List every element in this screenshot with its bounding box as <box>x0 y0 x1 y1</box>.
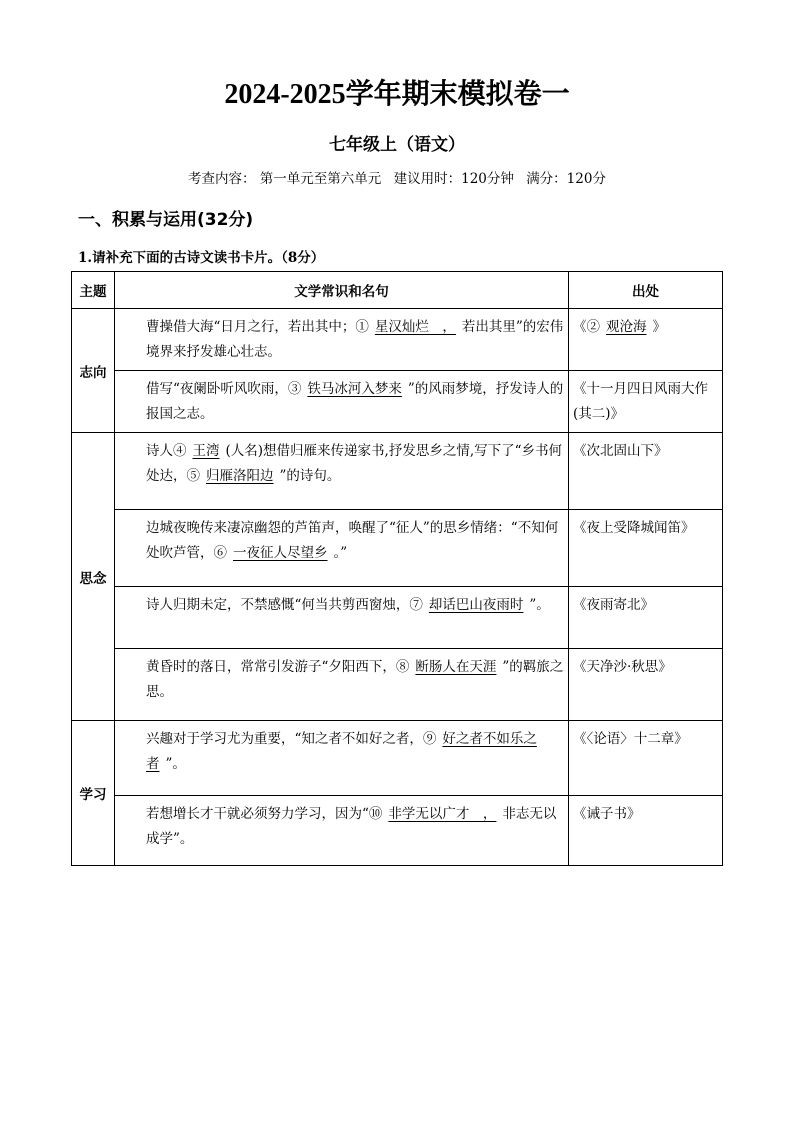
answer-blank: 星汉灿烂 ， <box>374 319 456 335</box>
answer-blank: 非学无以广才 ， <box>388 806 497 822</box>
header-content: 文学常识和名句 <box>115 272 569 309</box>
question-title: 1.请补充下面的古诗文读书卡片。（8分） <box>78 250 325 266</box>
exam-score: 满分：120分 <box>526 171 606 187</box>
content-cell: 若想增长才干就必须努力学习，因为“⑩ 非学无以广才 ， 非志无以成学”。 <box>115 796 569 866</box>
exam-subtitle: 七年级上（语文） <box>329 135 465 155</box>
exam-time: 建议用时：120分钟 <box>393 171 514 187</box>
table-header-row <box>72 272 723 309</box>
section-title: 一、积累与运用(32分) <box>78 210 254 230</box>
answer-blank: 却话巴山夜雨时 <box>428 597 524 613</box>
reading-card-table <box>71 271 723 866</box>
answer-blank: 一夜征人尽望乡 <box>233 545 328 561</box>
exam-scope: 考查内容： 第一单元至第六单元 <box>188 171 382 187</box>
theme-cell: 学习 <box>72 721 115 866</box>
table-row <box>72 510 723 587</box>
header-theme: 主题 <box>72 272 115 309</box>
content-cell: 诗人④ 王湾 (人名)想借归雁来传递家书,抒发思乡之情,写下了“乡书何处达，⑤ 归雁洛阳边 ”的诗句。 <box>115 433 569 510</box>
content-cell: 曹操借大海“日月之行，若出其中；① 星汉灿烂 ， 若出其里”的宏伟境界来抒发雄心壮志。 <box>115 309 569 371</box>
answer-blank: 王湾 <box>192 443 220 459</box>
exam-title: 2024-2025学年期末模拟卷一 <box>224 79 570 110</box>
answer-blank: 好之者不如乐之者 <box>146 731 537 772</box>
source-cell: 《夜雨寄北》 <box>569 587 723 649</box>
exam-info <box>0 167 794 187</box>
source-cell: 《天净沙·秋思》 <box>569 649 723 721</box>
table-row <box>72 587 723 649</box>
theme-cell: 思念 <box>72 433 115 721</box>
source-cell: 《十一月四日风雨大作(其二)》 <box>569 371 723 433</box>
content-cell: 借写“夜阑卧听风吹雨，③ 铁马冰河入梦来 ”的风雨梦境，抒发诗人的报国之志。 <box>115 371 569 433</box>
content-cell: 边城夜晚传来凄凉幽怨的芦笛声，唤醒了“征人”的思乡情绪：“不知何处吹芦管，⑥ 一夜征人尽望乡 。” <box>115 510 569 587</box>
table-row <box>72 433 723 510</box>
answer-blank: 归雁洛阳边 <box>206 468 274 484</box>
answer-blank: 观沧海 <box>606 319 647 335</box>
content-cell: 诗人归期未定，不禁感慨“何当共剪西窗烛，⑦ 却话巴山夜雨时 ”。 <box>115 587 569 649</box>
table-row <box>72 371 723 433</box>
content-cell: 黄昏时的落日，常常引发游子“夕阳西下，⑧ 断肠人在天涯 ”的羁旅之思。 <box>115 649 569 721</box>
source-cell: 《② 观沧海 》 <box>569 309 723 371</box>
source-cell: 《夜上受降城闻笛》 <box>569 510 723 587</box>
table-row <box>72 649 723 721</box>
header-source: 出处 <box>569 272 723 309</box>
source-cell: 《次北固山下》 <box>569 433 723 510</box>
table-row <box>72 309 723 371</box>
content-cell: 兴趣对于学习尤为重要，“知之者不如好之者，⑨ 好之者不如乐之者 ”。 <box>115 721 569 796</box>
table-row <box>72 721 723 796</box>
source-cell: 《诫子书》 <box>569 796 723 866</box>
table-row <box>72 796 723 866</box>
answer-blank: 铁马冰河入梦来 <box>307 381 402 397</box>
theme-cell: 志向 <box>72 309 115 433</box>
answer-blank: 断肠人在天涯 <box>415 659 497 675</box>
source-cell: 《〈论语〉十二章》 <box>569 721 723 796</box>
